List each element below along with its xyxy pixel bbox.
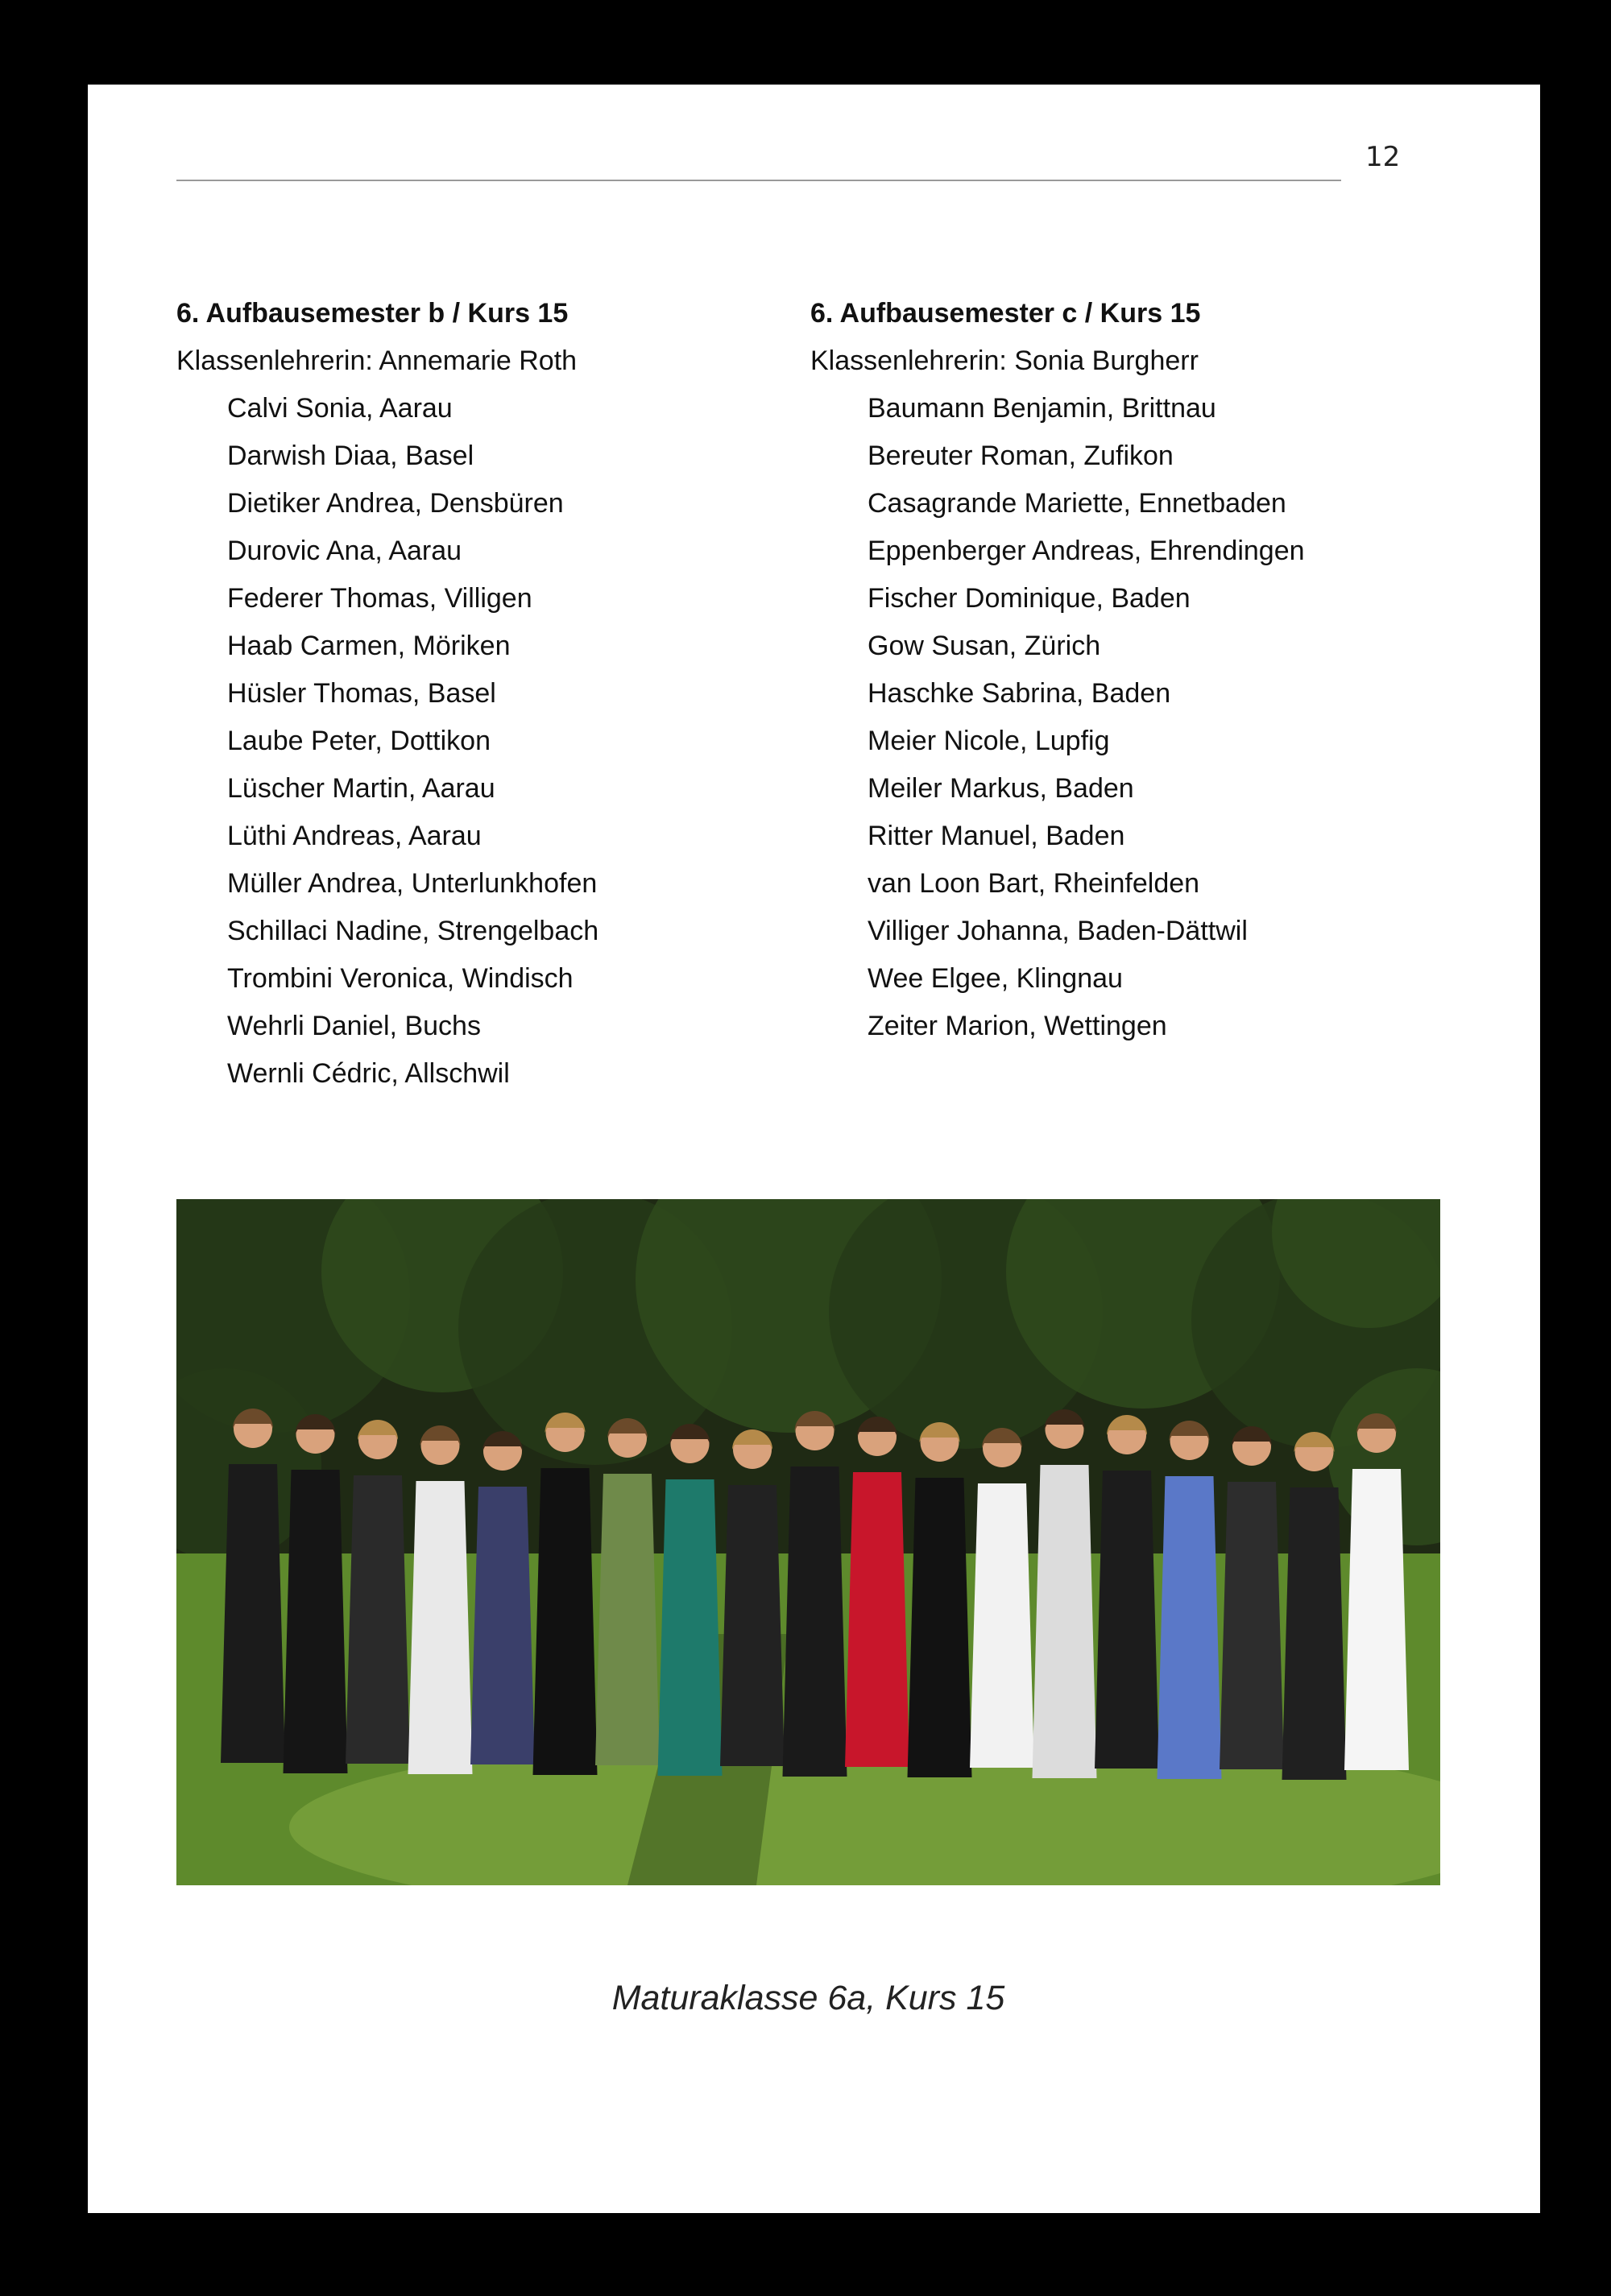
person-body [408, 1481, 473, 1774]
list-item: Gow Susan, Zürich [868, 631, 1101, 661]
person-body [533, 1468, 598, 1775]
list-item: Durovic Ana, Aarau [227, 536, 462, 566]
class-title: 6. Aufbausemester c / Kurs 15 [810, 298, 1201, 329]
person-body [1282, 1487, 1347, 1780]
class-title: 6. Aufbausemester b / Kurs 15 [176, 298, 569, 329]
list-item: Villiger Johanna, Baden-Dättwil [868, 916, 1248, 946]
list-item: Wernli Cédric, Allschwil [227, 1058, 510, 1089]
list-item: Meiler Markus, Baden [868, 773, 1134, 804]
person-body [1344, 1469, 1409, 1770]
list-item: Lüthi Andreas, Aarau [227, 821, 482, 851]
class-photo-illustration [176, 1199, 1440, 1885]
list-item: Haab Carmen, Möriken [227, 631, 511, 661]
list-item: Müller Andrea, Unterlunkhofen [227, 868, 598, 899]
person-body [783, 1467, 847, 1777]
list-item: Lüscher Martin, Aarau [227, 773, 495, 804]
list-item: Laube Peter, Dottikon [227, 726, 491, 756]
list-item: Zeiter Marion, Wettingen [868, 1011, 1167, 1041]
list-item: Trombini Veronica, Windisch [227, 963, 574, 994]
list-item: Ritter Manuel, Baden [868, 821, 1125, 851]
list-item: Darwish Diaa, Basel [227, 441, 474, 471]
person-body [1033, 1465, 1097, 1778]
list-item: Baumann Benjamin, Brittnau [868, 393, 1216, 424]
person-body [658, 1479, 723, 1776]
list-item: Federer Thomas, Villigen [227, 583, 532, 614]
person-body [470, 1487, 535, 1764]
person-body [908, 1478, 972, 1777]
class-list-6b [176, 290, 789, 1098]
page-number: 12 [1365, 141, 1401, 173]
person-body [970, 1483, 1034, 1768]
class-list-6c [810, 290, 1455, 1050]
list-item: Wee Elgee, Klingnau [868, 963, 1123, 994]
list-item: Casagrande Mariette, Ennetbaden [868, 488, 1286, 519]
header-rule [176, 180, 1341, 181]
list-item: Hüsler Thomas, Basel [227, 678, 496, 709]
person-body [595, 1474, 660, 1765]
person-body [1158, 1476, 1222, 1779]
person-body [284, 1470, 348, 1773]
class-teacher: Klassenlehrerin: Sonia Burgherr [810, 345, 1199, 376]
student-list [176, 385, 789, 1098]
class-teacher: Klassenlehrerin: Annemarie Roth [176, 345, 578, 376]
list-item: Bereuter Roman, Zufikon [868, 441, 1174, 471]
list-item: van Loon Bart, Rheinfelden [868, 868, 1200, 899]
list-item: Schillaci Nadine, Strengelbach [227, 916, 599, 946]
list-item: Fischer Dominique, Baden [868, 583, 1191, 614]
list-item: Haschke Sabrina, Baden [868, 678, 1171, 709]
list-item: Dietiker Andrea, Densbüren [227, 488, 564, 519]
person-body [720, 1485, 785, 1766]
person-body [221, 1464, 285, 1763]
student-list [810, 385, 1455, 1050]
person-body [845, 1472, 909, 1767]
person-body [1095, 1471, 1159, 1769]
list-item: Eppenberger Andreas, Ehrendingen [868, 536, 1305, 566]
list-item: Meier Nicole, Lupfig [868, 726, 1110, 756]
list-item: Wehrli Daniel, Buchs [227, 1011, 481, 1041]
person-body [346, 1475, 410, 1764]
photo-caption: Maturaklasse 6a, Kurs 15 [611, 1979, 1005, 2017]
list-item: Calvi Sonia, Aarau [227, 393, 453, 424]
class-photo [176, 1199, 1440, 1885]
person-body [1220, 1482, 1284, 1769]
